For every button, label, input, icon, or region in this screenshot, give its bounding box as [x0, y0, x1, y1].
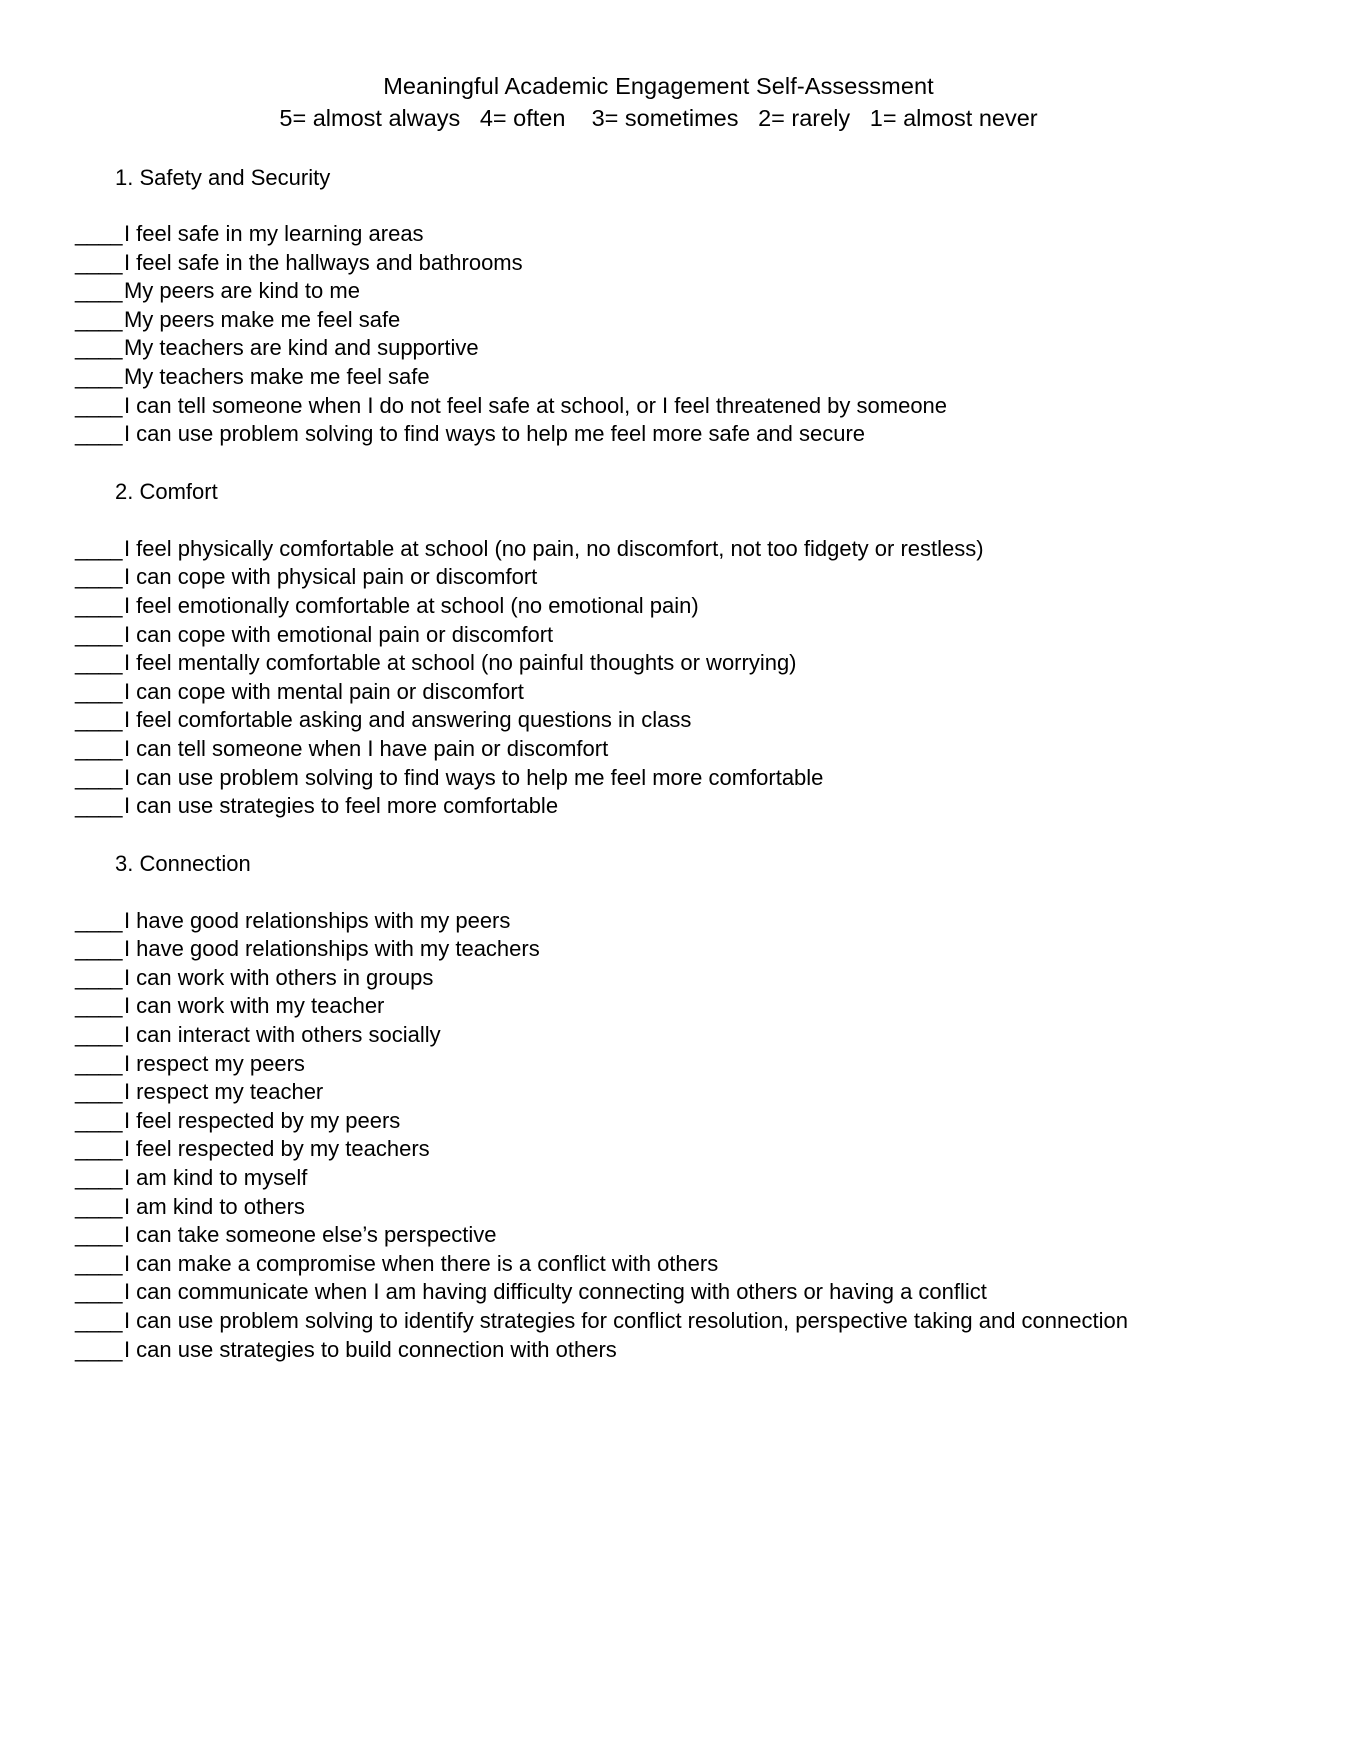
assessment-item[interactable] — [75, 363, 1242, 392]
assessment-item[interactable] — [75, 764, 1242, 793]
response-blank[interactable]: ____ — [75, 335, 122, 361]
assessment-item[interactable] — [75, 1250, 1242, 1279]
assessment-item-label: I can use strategies to feel more comfortable — [123, 793, 559, 819]
response-blank[interactable]: ____ — [75, 392, 122, 418]
assessment-item-label: I can use strategies to build connection with others — [123, 1336, 617, 1362]
response-blank[interactable]: ____ — [75, 1308, 122, 1333]
assessment-item-label: I can cope with mental pain or discomfort — [123, 678, 524, 704]
assessment-item-label: I am kind to myself — [123, 1165, 308, 1191]
assessment-item[interactable] — [75, 1221, 1242, 1250]
response-blank[interactable]: ____ — [75, 707, 122, 733]
assessment-item[interactable] — [75, 621, 1242, 650]
section-safety-and-security — [75, 163, 1242, 449]
response-blank[interactable]: ____ — [75, 1250, 122, 1276]
assessment-item-label: I feel respected by my peers — [123, 1107, 401, 1133]
assessment-item[interactable] — [75, 992, 1242, 1021]
assessment-item-label: I have good relationships with my peers — [123, 907, 511, 933]
assessment-item-label: I can take someone else’s perspective — [123, 1222, 497, 1248]
assessment-item[interactable] — [75, 1050, 1242, 1079]
assessment-item[interactable] — [75, 1193, 1242, 1222]
section-heading: 1. Safety and Security — [115, 165, 331, 190]
response-blank[interactable]: ____ — [75, 564, 122, 590]
assessment-item[interactable] — [75, 249, 1242, 278]
assessment-item[interactable] — [75, 935, 1242, 964]
assessment-item-label: I can use problem solving to identify strategies for conflict resolution, perspective taking and connection — [123, 1308, 1128, 1333]
document-header — [75, 70, 1242, 134]
assessment-item-label: I can make a compromise when there is a conflict with others — [123, 1250, 719, 1276]
assessment-item[interactable] — [75, 1135, 1242, 1164]
assessment-item-label: I can tell someone when I have pain or discomfort — [123, 735, 609, 761]
assessment-item[interactable] — [75, 392, 1242, 421]
response-blank[interactable]: ____ — [75, 907, 122, 933]
page-title: Meaningful Academic Engagement Self-Assessment — [383, 73, 934, 99]
response-blank[interactable]: ____ — [75, 1165, 122, 1191]
assessment-item[interactable] — [75, 535, 1242, 564]
assessment-item[interactable] — [75, 964, 1242, 993]
assessment-item-label: I can cope with emotional pain or discomfort — [123, 621, 554, 647]
assessment-item[interactable] — [75, 563, 1242, 592]
response-blank[interactable]: ____ — [75, 592, 122, 618]
response-blank[interactable]: ____ — [75, 363, 122, 389]
assessment-item[interactable] — [75, 678, 1242, 707]
response-blank[interactable]: ____ — [75, 306, 122, 332]
assessment-item-label: I can tell someone when I do not feel safe at school, or I feel threatened by someone — [123, 392, 948, 418]
response-blank[interactable]: ____ — [75, 1079, 122, 1105]
assessment-item[interactable] — [75, 592, 1242, 621]
response-blank[interactable]: ____ — [75, 1022, 122, 1048]
assessment-item[interactable] — [75, 1107, 1242, 1136]
response-blank[interactable]: ____ — [75, 678, 122, 704]
assessment-item-label: I respect my peers — [123, 1050, 305, 1076]
response-blank[interactable]: ____ — [75, 535, 122, 561]
response-blank[interactable]: ____ — [75, 621, 122, 647]
assessment-item[interactable] — [75, 792, 1242, 821]
assessment-item[interactable] — [75, 334, 1242, 363]
assessment-item-label: I have good relationships with my teachers — [123, 936, 540, 962]
response-blank[interactable]: ____ — [75, 1050, 122, 1076]
section-items-list — [75, 907, 1242, 1365]
response-blank[interactable]: ____ — [75, 1222, 122, 1248]
assessment-item[interactable] — [75, 706, 1242, 735]
response-blank[interactable]: ____ — [75, 735, 122, 761]
response-blank[interactable]: ____ — [75, 936, 122, 962]
response-blank[interactable]: ____ — [75, 764, 122, 790]
assessment-item-label: I feel safe in my learning areas — [123, 221, 424, 246]
assessment-item[interactable] — [75, 277, 1242, 306]
assessment-item-label: My teachers make me feel safe — [123, 363, 430, 389]
response-blank[interactable]: ____ — [75, 278, 122, 304]
section-heading: 2. Comfort — [115, 478, 218, 504]
response-blank[interactable]: ____ — [75, 249, 122, 275]
response-blank[interactable]: ____ — [75, 964, 122, 990]
assessment-item-label: I feel respected by my teachers — [123, 1136, 430, 1162]
response-blank[interactable]: ____ — [75, 1279, 122, 1305]
assessment-item[interactable] — [75, 420, 1242, 449]
response-blank[interactable]: ____ — [75, 1136, 122, 1162]
assessment-item-label: I can work with my teacher — [123, 993, 385, 1019]
section-items-list — [75, 535, 1242, 821]
assessment-item-label: I feel mentally comfortable at school (no painful thoughts or worrying) — [123, 650, 797, 676]
response-blank[interactable]: ____ — [75, 1336, 122, 1362]
assessment-item-label: I can communicate when I am having difficulty connecting with others or having a conflict — [123, 1279, 987, 1305]
assessment-item[interactable] — [75, 649, 1242, 678]
section-comfort — [75, 477, 1242, 821]
assessment-item-label: I can cope with physical pain or discomfort — [123, 564, 538, 590]
rating-scale-legend: 5= almost always 4= often 3= sometimes 2= rarely 1= almost never — [279, 105, 1038, 131]
assessment-item-label: I respect my teacher — [123, 1079, 324, 1105]
assessment-item-label: My teachers are kind and supportive — [123, 335, 479, 361]
assessment-item-label: I feel comfortable asking and answering questions in class — [123, 707, 692, 733]
assessment-item[interactable] — [75, 1078, 1242, 1107]
assessment-item[interactable] — [75, 1336, 1242, 1365]
response-blank[interactable]: ____ — [75, 1193, 122, 1219]
assessment-item-label: I am kind to others — [123, 1193, 305, 1219]
response-blank[interactable]: ____ — [75, 421, 122, 447]
response-blank[interactable]: ____ — [75, 650, 122, 676]
section-connection — [75, 849, 1242, 1365]
assessment-item[interactable] — [75, 907, 1242, 936]
assessment-item-label: I feel emotionally comfortable at school (no emotional pain) — [123, 592, 699, 618]
response-blank[interactable]: ____ — [75, 993, 122, 1019]
assessment-item[interactable] — [75, 306, 1242, 335]
assessment-item-label: I can use problem solving to find ways to help me feel more safe and secure — [123, 421, 866, 447]
assessment-item-label: My peers are kind to me — [123, 278, 360, 304]
assessment-item[interactable] — [75, 1021, 1242, 1050]
assessment-item[interactable] — [75, 735, 1242, 764]
response-blank[interactable]: ____ — [75, 221, 122, 246]
assessment-item-label: I feel safe in the hallways and bathrooms — [123, 249, 523, 275]
assessment-item[interactable] — [75, 1278, 1242, 1307]
assessment-item-label: My peers make me feel safe — [123, 306, 401, 332]
section-items-list — [75, 220, 1242, 449]
section-heading: 3. Connection — [115, 850, 251, 876]
response-blank[interactable]: ____ — [75, 1107, 122, 1133]
assessment-item-label: I can use problem solving to find ways to help me feel more comfortable — [123, 764, 824, 790]
assessment-item[interactable] — [75, 1164, 1242, 1193]
assessment-item-label: I can work with others in groups — [123, 964, 434, 990]
assessment-item[interactable] — [75, 220, 1242, 249]
assessment-item-label: I can interact with others socially — [123, 1022, 441, 1048]
assessment-item[interactable] — [75, 1307, 1242, 1336]
assessment-item-label: I feel physically comfortable at school (no pain, no discomfort, not too fidgety or restless) — [123, 535, 984, 561]
response-blank[interactable]: ____ — [75, 793, 122, 819]
